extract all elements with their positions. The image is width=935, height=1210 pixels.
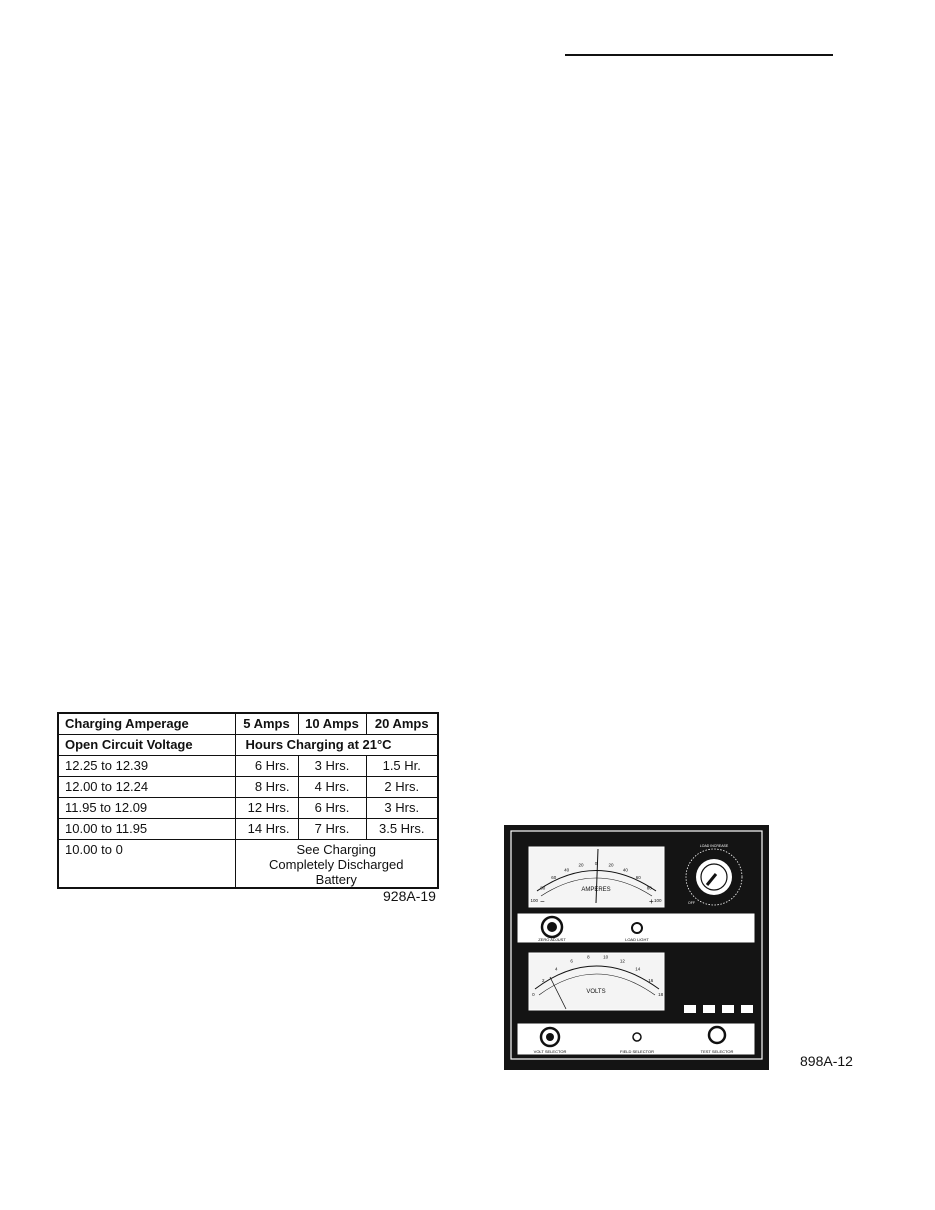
ampere-tick-label: 80 [646,885,652,891]
table-row [58,777,438,798]
ampere-tick-label: 80 [540,885,546,891]
header-20-amps: 20 Amps [366,713,438,735]
cell-20-amps: 2 Hrs. [366,777,438,798]
cell-voltage: 10.00 to 0 [58,840,235,889]
ampere-tick-label: 100 [654,898,662,904]
table-header-row [58,713,438,735]
cell-voltage: 12.25 to 12.39 [58,756,235,777]
header-5-amps: 5 Amps [235,713,298,735]
volt-selector-knob-center [546,1033,554,1041]
header-hours-charging: Hours Charging at 21°C [235,735,438,756]
table-row [58,819,438,840]
plus-sign: + [649,897,654,906]
cell-5-amps: 12 Hrs. [235,798,298,819]
field-selector-label: FIELD SELECTOR [620,1049,654,1054]
cell-5-amps: 6 Hrs. [235,756,298,777]
cell-voltage: 10.00 to 11.95 [58,819,235,840]
ampere-tick-label: 20 [608,862,614,868]
load-increase-label: LOAD INCREASE [699,844,729,848]
ampere-tick-label: 100 [530,898,538,904]
cell-10-amps: 4 Hrs. [298,777,366,798]
test-position-button-1[interactable] [684,1005,696,1013]
cell-20-amps: 3.5 Hrs. [366,819,438,840]
top-rule [565,54,833,56]
ampere-tick-label: 40 [622,867,628,873]
load-light-label: LOAD LIGHT [625,937,649,942]
table-row [58,798,438,819]
off-label: OFF [688,901,695,905]
load-light [632,923,642,933]
volts-tick-label: 16 [648,978,654,983]
cell-10-amps: 3 Hrs. [298,756,366,777]
ampere-tick-label: 0 [594,861,598,866]
ampere-tick-label: 60 [635,875,641,881]
cell-10-amps: 6 Hrs. [298,798,366,819]
volts-tick-label: 6 [570,958,573,964]
volt-selector-label: VOLT SELECTOR [533,1049,567,1054]
test-selector-knob[interactable] [709,1027,725,1043]
cell-20-amps: 3 Hrs. [366,798,438,819]
volts-tick-label: 10 [603,954,609,960]
cell-10-amps: 7 Hrs. [298,819,366,840]
volts-tick-label: 14 [635,966,641,972]
cell-voltage: 12.00 to 12.24 [58,777,235,798]
test-position-button-4[interactable] [741,1005,753,1013]
volts-tick-label: 4 [555,966,558,972]
cell-5-amps: 14 Hrs. [235,819,298,840]
volts-tick-label: 8 [587,954,590,960]
ampere-tick-label: 20 [578,862,584,868]
cell-voltage: 11.95 to 12.09 [58,798,235,819]
cell-5-amps: 8 Hrs. [235,777,298,798]
ampere-tick-label: 60 [551,875,557,881]
battery-tester-illustration [504,825,769,1070]
test-position-button-3[interactable] [722,1005,734,1013]
tester-figure-caption: 898A-12 [800,1053,853,1069]
table-subheader-row [58,735,438,756]
volts-tick-label: 0 [532,992,535,998]
volts-tick-label: 2 [542,978,545,983]
charging-time-table [57,712,439,889]
header-charging-amperage: Charging Amperage [58,713,235,735]
ampere-tick-label: 40 [564,867,570,873]
zero-adjust-knob-center [547,922,557,932]
header-10-amps: 10 Amps [298,713,366,735]
field-selector-knob[interactable] [633,1033,641,1041]
cell-discharged-note: See Charging Completely Discharged Battery [235,840,438,889]
zero-adjust-label: ZERO ADJUST [538,937,566,942]
volts-label: VOLTS [586,989,606,995]
volts-meter [529,953,664,1010]
cell-20-amps: 1.5 Hr. [366,756,438,777]
header-open-circuit-voltage: Open Circuit Voltage [58,735,235,756]
test-selector-label: TEST SELECTOR [700,1049,734,1054]
test-position-button-2[interactable] [703,1005,715,1013]
minus-sign: − [540,897,545,906]
table-row [58,840,438,889]
volts-tick-label: 12 [619,958,625,964]
table-row [58,756,438,777]
ampere-label: AMPERES [581,887,611,893]
volts-tick-label: 18 [658,992,664,998]
table-figure-caption: 928A-19 [383,888,436,904]
